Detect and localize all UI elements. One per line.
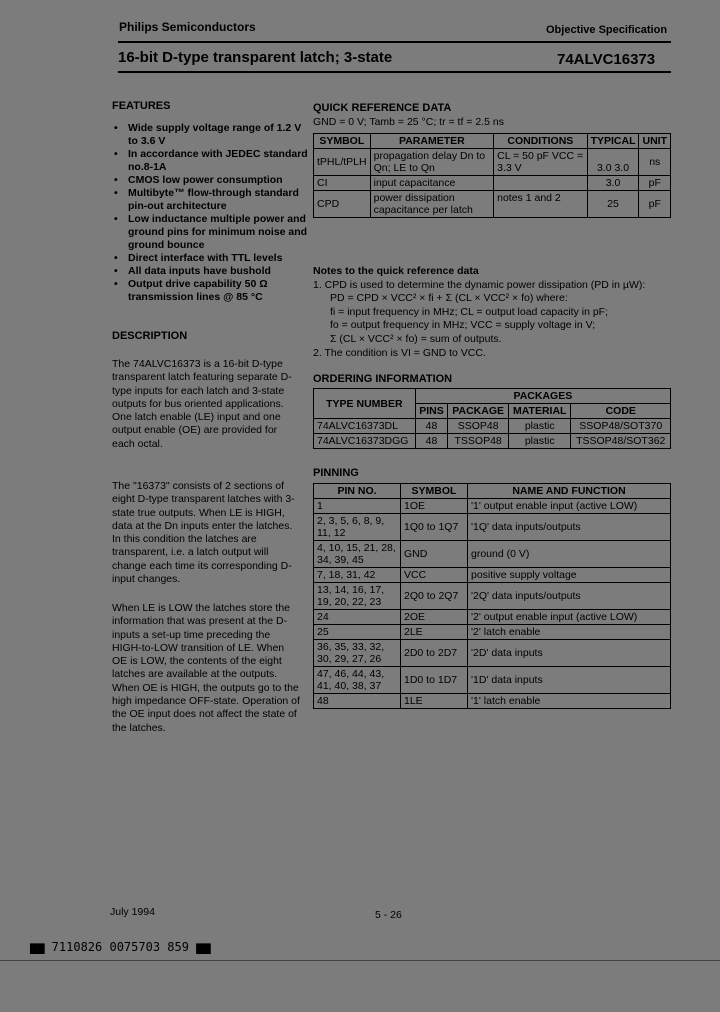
table-row: 7, 18, 31, 42 VCC positive supply voltage <box>314 568 671 583</box>
table-row: CPD power dissipation capacitance per latch notes 1 and 2 25 pF <box>314 191 671 218</box>
barcode-text: ▆▆ 7110826 0075703 859 ▆▆ <box>30 940 211 954</box>
col-header: CONDITIONS <box>494 134 587 149</box>
note-1-formula: PD = CPD × VCC² × fi + Σ (CL × VCC² × fo) where: <box>330 292 568 305</box>
header-divider <box>118 41 671 43</box>
table-row: 74ALVC16373DGG 48 TSSOP48 plastic TSSOP48/SOT362 <box>314 434 671 449</box>
page-title: 16-bit D-type transparent latch; 3-state <box>118 49 393 66</box>
col-header: PACKAGES <box>415 389 670 404</box>
col-header: SYMBOL <box>314 134 371 149</box>
col-header: PINS <box>415 404 448 419</box>
feature-item: • Direct interface with TTL levels <box>112 252 308 265</box>
description-paragraph-2: The "16373" consists of 2 sections of eight D-type transparent latches with 3-state true outputs. When LE is HIGH, data at the Dn inputs enter the latches. In this condition the latches are transparent, i.e. a latch output will change each time its corresponding D-input changes. <box>112 480 295 586</box>
table-row: 1 1OE '1' output enable input (active LOW) <box>314 499 671 514</box>
description-heading: DESCRIPTION <box>112 330 188 342</box>
pinning-table <box>313 483 671 709</box>
footer-date: July 1994 <box>110 906 155 918</box>
table-row: 25 2LE '2' latch enable <box>314 625 671 640</box>
feature-item: • Output drive capability 50 Ω transmission lines @ 85 °C <box>112 278 308 304</box>
description-paragraph-3: When LE is LOW the latches store the information that was present at the D-inputs a set-up time preceding the HIGH-to-LOW transition of LE. When OE is LOW, the contents of the eight latches are available at the outputs. When OE is HIGH, the outputs go to the high impedance OFF-state. Operation of the OE input does not affect the state of the latches. <box>112 602 300 734</box>
note-1-line: Σ (CL × VCC² × fo) = sum of outputs. <box>330 332 502 345</box>
page-number: 5 - 26 <box>375 909 402 921</box>
quick-ref-notes <box>313 265 673 360</box>
table-row: 47, 46, 44, 43, 41, 40, 38, 37 1D0 to 1D7 '1D' data inputs <box>314 667 671 694</box>
quick-ref-conditions: GND = 0 V; Tamb = 25 °C; tr = tf = 2.5 ns <box>313 116 504 128</box>
feature-item: • All data inputs have bushold <box>112 265 308 278</box>
col-header: PIN NO. <box>314 484 401 499</box>
title-divider <box>118 71 671 73</box>
table-row: tPHL/tPLH propagation delay Dn to Qn; LE to Qn CL = 50 pF VCC = 3.3 V 3.0 3.0 ns <box>314 149 671 176</box>
table-row: 13, 14, 16, 17, 19, 20, 22, 23 2Q0 to 2Q7 '2Q' data inputs/outputs <box>314 583 671 610</box>
quick-ref-table <box>313 133 671 218</box>
col-header: MATERIAL <box>508 404 570 419</box>
table-row: 48 1LE '1' latch enable <box>314 694 671 709</box>
table-row: 24 2OE '2' output enable input (active LOW) <box>314 610 671 625</box>
note-1-line: fi = input frequency in MHz; CL = output load capacity in pF; <box>330 305 609 318</box>
table-row: 4, 10, 15, 21, 28, 34, 39, 45 GND ground (0 V) <box>314 541 671 568</box>
col-header: SYMBOL <box>401 484 468 499</box>
feature-item: • In accordance with JEDEC standard no.8-1A <box>112 148 308 174</box>
note-1: 1. CPD is used to determine the dynamic power dissipation (PD in µW): <box>313 278 646 291</box>
col-header: TYPE NUMBER <box>314 389 416 419</box>
note-1-line: fo = output frequency in MHz; VCC = supply voltage in V; <box>330 319 596 332</box>
ordering-heading: ORDERING INFORMATION <box>313 373 453 385</box>
document-status: Objective Specification <box>546 24 668 36</box>
pinning-heading: PINNING <box>313 467 359 479</box>
features-heading: FEATURES <box>112 100 171 112</box>
features-list <box>112 122 308 304</box>
ordering-table <box>313 388 671 449</box>
table-row: 74ALVC16373DL 48 SSOP48 plastic SSOP48/SOT370 <box>314 419 671 434</box>
table-row: CI input capacitance 3.0 pF <box>314 176 671 191</box>
part-number: 74ALVC16373 <box>557 51 656 68</box>
quick-ref-heading: QUICK REFERENCE DATA <box>313 102 452 114</box>
feature-item: • CMOS low power consumption <box>112 174 308 187</box>
feature-item: • Multibyte™ flow-through standard pin-out architecture <box>112 187 308 213</box>
table-row: 36, 35, 33, 32, 30, 29, 27, 26 2D0 to 2D7 '2D' data inputs <box>314 640 671 667</box>
col-header: PACKAGE <box>448 404 509 419</box>
footer-divider <box>0 960 720 961</box>
feature-item: • Wide supply voltage range of 1.2 V to 3.6 V <box>112 122 308 148</box>
note-2: 2. The condition is VI = GND to VCC. <box>313 346 486 359</box>
notes-heading: Notes to the quick reference data <box>313 265 479 277</box>
description-paragraph-1: The 74ALVC16373 is a 16-bit D-type transparent latch featuring separate D-type inputs for each latch and 3-state outputs for bus oriented applications. One latch enable (LE) input and one output enable (OE) are provided for each octal. <box>112 358 292 450</box>
company-name: Philips Semiconductors <box>119 20 256 34</box>
col-header: PARAMETER <box>370 134 494 149</box>
col-header: UNIT <box>639 134 671 149</box>
feature-item: • Low inductance multiple power and ground pins for minimum noise and ground bounce <box>112 213 308 252</box>
col-header: TYPICAL <box>587 134 639 149</box>
col-header: NAME AND FUNCTION <box>468 484 671 499</box>
col-header: CODE <box>571 404 671 419</box>
table-row: 2, 3, 5, 6, 8, 9, 11, 12 1Q0 to 1Q7 '1Q' data inputs/outputs <box>314 514 671 541</box>
